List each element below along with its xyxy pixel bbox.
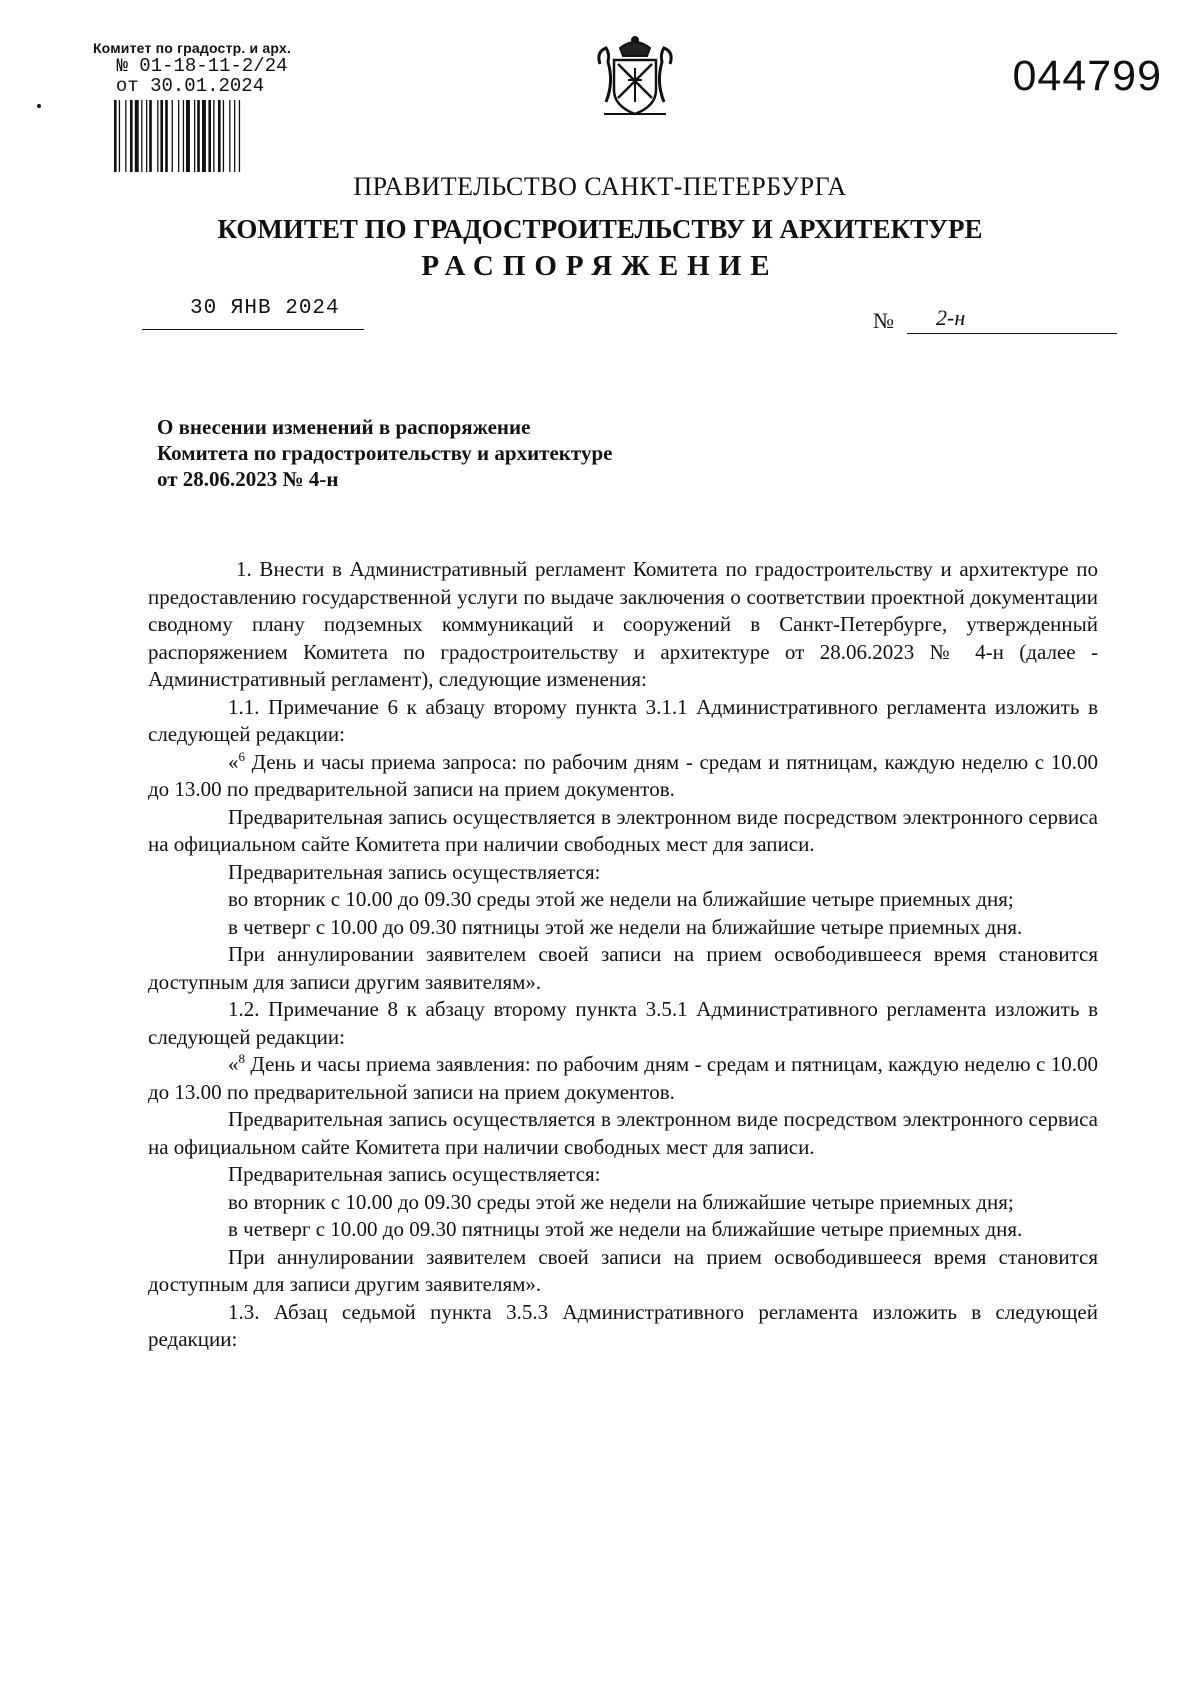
committee-title: КОМИТЕТ ПО ГРАДОСТРОИТЕЛЬСТВУ И АРХИТЕКТУРЕ: [217, 214, 983, 244]
paragraph: в четверг с 10.00 до 09.30 пятницы этой же недели на ближайшие четыре приемных дня.: [228, 1217, 1023, 1241]
paragraph-text: День и часы приема запроса: по рабочим дням - средам и пятницам, каждую неделю с 10.00 до 13.00 по предварительной записи на прием документов.: [148, 749, 1098, 801]
footnote-mark: 6: [238, 748, 245, 764]
paragraph: При аннулировании заявителем своей записи на прием освободившееся время становится доступным для записи другим заявителям».: [148, 1244, 1098, 1296]
date-underline: [142, 329, 364, 330]
spb-coat-of-arms-icon: [590, 34, 680, 122]
paragraph: 1.3. Абзац седьмой пункта 3.5.3 Административного регламента изложить в следующей редакции:: [148, 1299, 1098, 1351]
paragraph: Предварительная запись осуществляется в электронном виде посредством электронного сервиса на официальном сайте Комитета при наличии свободных мест для записи.: [148, 1107, 1098, 1159]
paragraph-text: День и часы приема заявления: по рабочим дням - средам и пятницам, каждую неделю с 10.00 до 13.00 по предварительной записи на прием документов.: [148, 1052, 1098, 1104]
barcode-bar: [239, 100, 240, 172]
barcode-bar: [125, 100, 126, 172]
paragraph: 1. Внести в Административный регламент Комитета по градостроительству и архитектуре по предоставлению государственной услуги по выдаче заключения о соответствии проектной документации сводному плану подземных коммуникаций и сооружений в Санкт-Петербурге, утвержденный распоряжением Комитета по градостроительству и архитектуре от 28.06.2023 № 4-н (далее - Административный регламент), следующие изменения:: [148, 557, 1098, 691]
quote-open: «: [228, 749, 239, 774]
barcode-bar: [197, 100, 200, 172]
barcode-bar: [160, 100, 163, 172]
barcode-bar: [114, 100, 117, 172]
barcode-bar: [234, 100, 235, 172]
paragraph: Предварительная запись осуществляется:: [228, 1162, 601, 1186]
barcode-bar: [183, 100, 184, 172]
barcode-bar: [130, 100, 133, 172]
barcode-bar: [213, 100, 214, 172]
barcode-bar: [172, 100, 173, 172]
document-body: [148, 556, 1098, 1354]
barcode-bar: [178, 100, 179, 172]
barcode-bar: [229, 100, 230, 172]
paragraph: 1.1. Примечание 6 к абзацу второму пункта 3.1.1 Административного регламента изложить в следующей редакции:: [148, 694, 1098, 746]
document-number-label: №: [873, 308, 894, 333]
stamp-org: Комитет по градостр. и арх.: [92, 40, 292, 56]
barcode-bar: [165, 100, 168, 172]
scan-dot: [37, 104, 41, 108]
document-number: 2-н: [936, 305, 966, 330]
registration-number: 044799: [1012, 52, 1162, 100]
barcode-bar: [149, 100, 152, 172]
paragraph: во вторник с 10.00 до 09.30 среды этой же недели на ближайшие четыре приемных дня;: [228, 887, 1014, 911]
paragraph: [148, 749, 1098, 804]
stamp-date: от 30.01.2024: [115, 75, 265, 97]
footnote-mark: 8: [238, 1051, 245, 1066]
paragraph: в четверг с 10.00 до 09.30 пятницы этой же недели на ближайшие четыре приемных дня.: [228, 914, 1023, 939]
paragraph: Предварительная запись осуществляется:: [228, 859, 601, 884]
subject-line: Комитета по градостроительству и архитектуре: [157, 441, 613, 465]
barcode-bar: [119, 100, 120, 172]
subject-line: от 28.06.2023 № 4-н: [157, 467, 339, 491]
subject-line: О внесении изменений в распоряжение: [157, 415, 531, 439]
barcode-bar: [218, 100, 221, 172]
paragraph: Предварительная запись осуществляется в электронном виде посредством электронного сервиса на официальном сайте Комитета при наличии свободных мест для записи.: [148, 804, 1098, 856]
paragraph: При аннулировании заявителем своей записи на прием освободившееся время становится доступным для записи другим заявителям».: [148, 942, 1098, 994]
barcode: [114, 100, 272, 172]
paragraph: [148, 1051, 1098, 1106]
barcode-bar: [135, 100, 139, 172]
document-type: РАСПОРЯЖЕНИЕ: [421, 250, 779, 282]
barcode-bar: [194, 100, 195, 172]
quote-open: «: [228, 1052, 239, 1076]
barcode-bar: [208, 100, 211, 172]
barcode-bar: [141, 100, 142, 172]
barcode-bar: [146, 100, 147, 172]
barcode-bar: [157, 100, 158, 172]
barcode-bar: [223, 100, 224, 172]
barcode-bar: [202, 100, 206, 172]
registration-stamp: [62, 40, 322, 96]
paragraph: 1.2. Примечание 8 к абзацу второму пункта 3.5.1 Административного регламента изложить в следующей редакции:: [148, 997, 1098, 1049]
paragraph: во вторник с 10.00 до 09.30 среды этой же недели на ближайшие четыре приемных дня;: [228, 1189, 1014, 1214]
government-title: ПРАВИТЕЛЬСТВО САНКТ-ПЕТЕРБУРГА: [353, 172, 847, 201]
document-subject: [157, 414, 612, 492]
stamp-number: № 01-18-11-2/24: [116, 55, 288, 77]
document-date: 30 ЯНВ 2024: [190, 297, 340, 320]
number-underline: [907, 333, 1117, 334]
barcode-bar: [186, 100, 190, 172]
